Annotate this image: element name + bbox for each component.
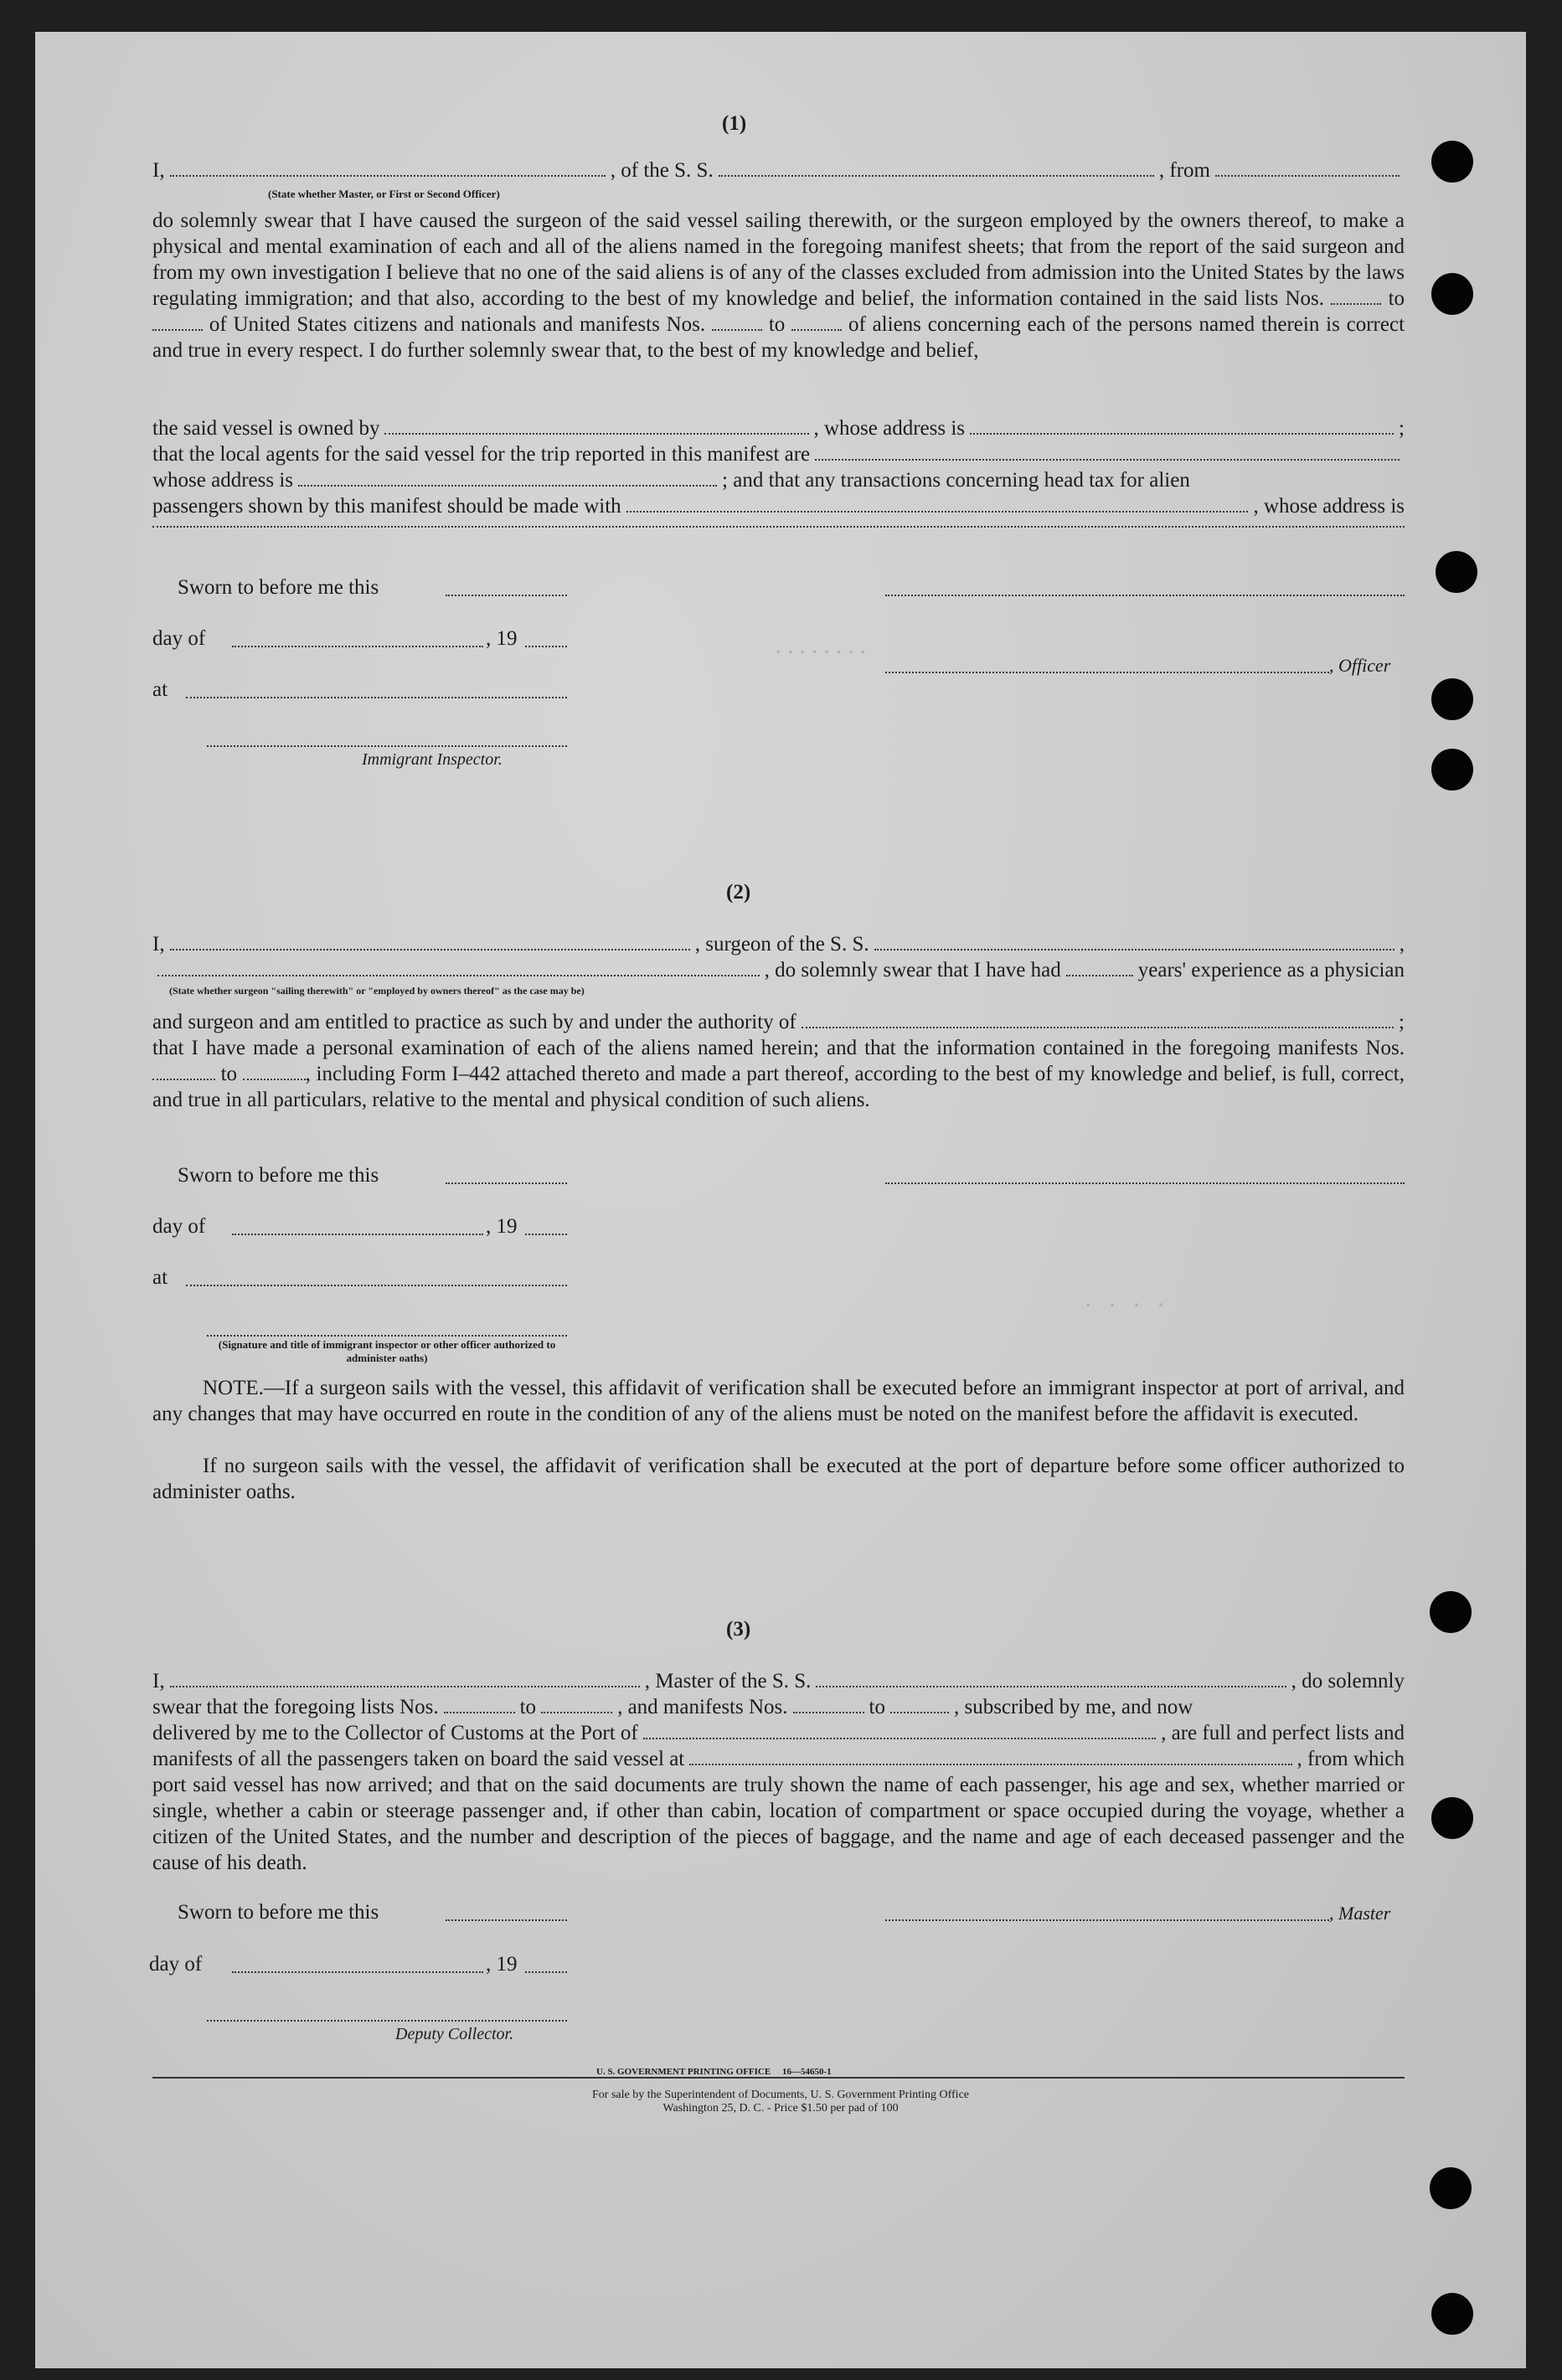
binder-hole [1431, 141, 1473, 183]
sworn-label: Sworn to before me this [178, 576, 379, 599]
month-field[interactable] [232, 1234, 483, 1235]
sworn-label: Sworn to before me this [178, 1901, 379, 1924]
manifests-to-field[interactable] [791, 312, 842, 331]
surgeon-line [152, 931, 1405, 957]
note-2: If no surgeon sails with the vessel, the affidavit of verification shall be executed at the port of departure before some officer authorized to administer oaths. [152, 1455, 1405, 1503]
taken-on-board-line [152, 1746, 1405, 1772]
section-2-body [152, 1035, 1405, 1113]
manifests-to-field[interactable] [890, 1695, 949, 1713]
practice-label: and surgeon and am entitled to practice as such by and under the authority of [152, 1011, 796, 1033]
sworn-date-field[interactable] [446, 595, 567, 596]
section-1-oath-line [152, 157, 1405, 183]
manifests-from-field[interactable] [152, 1062, 215, 1080]
owner-address-field[interactable] [970, 416, 1394, 435]
officer-name-field[interactable] [170, 158, 606, 177]
owned-by-line [152, 415, 1405, 441]
inspector-signature-line[interactable] [207, 745, 567, 747]
practice-line [152, 1009, 1405, 1035]
section-1-body [152, 208, 1405, 363]
inspector-signature-line[interactable] [207, 1335, 567, 1337]
signature-caption: (Signature and title of immigrant inspector or other officer authorized to administer oaths) [218, 1338, 556, 1364]
binder-hole [1431, 273, 1473, 315]
section-2-number: (2) [726, 881, 751, 904]
vessel-name-field[interactable] [719, 158, 1154, 177]
binder-hole [1431, 678, 1473, 720]
to-label: to [869, 1696, 885, 1718]
agents-address-field[interactable] [298, 468, 717, 487]
lists-from-field[interactable] [1331, 286, 1381, 305]
local-agents-field[interactable] [815, 442, 1400, 461]
delivered-line [152, 1720, 1405, 1746]
gpo-imprint: U. S. GOVERNMENT PRINTING OFFICE 16—54650-1 [596, 2067, 832, 2077]
i-label: I, [152, 159, 165, 182]
head-tax-label: ; and that any transactions concerning head tax for alien [722, 469, 1190, 492]
citizens-manifests-label: of United States citizens and nationals and manifests Nos. [209, 313, 706, 336]
do-solemnly-label: , do solemnly [1291, 1670, 1405, 1692]
year-label: , 19 [486, 1953, 518, 1976]
from-which-label: , from which [1297, 1748, 1405, 1770]
passengers-line [152, 493, 1405, 519]
embark-port-field[interactable] [689, 1747, 1291, 1765]
lists-to-field[interactable] [152, 312, 203, 331]
day-of-label: day of [152, 1215, 206, 1238]
port-field[interactable] [643, 1721, 1156, 1739]
immigrant-inspector-label: Immigrant Inspector. [362, 750, 503, 769]
sale-notice-line-2: Washington 25, D. C. - Price $1.50 per pad of 100 [662, 2102, 899, 2115]
master-of-label: , Master of the S. S. [644, 1670, 812, 1692]
authority-field[interactable] [802, 1010, 1394, 1028]
aliens-label: of aliens concerning each of the persons named [848, 313, 1255, 336]
section-3-body: port said vessel has now arrived; and that on the said documents are truly shown the name of each passenger, his age and sex, whether married or single, whether a cabin or steerage passenger and, if other than cabin, location of compartment or space occupied during the voyage, whether a citizen of the United States, and the number and description of the pieces of baggage, and the name and age of each deceased passenger and the cause of his death. [152, 1774, 1405, 1874]
year-label: , 19 [486, 1215, 518, 1238]
day-of-label: day of [152, 627, 206, 650]
section-2-body-c: the best of my knowledge and belief, is full, correct, and true in all particulars, relative to the mental and physical condition of such aliens. [152, 1063, 1405, 1111]
foregoing-manifests-label: foregoing manifests Nos. [1188, 1037, 1405, 1059]
master-line [152, 1668, 1405, 1694]
binder-hole [1436, 551, 1477, 593]
owned-by-label: the said vessel is owned by [152, 417, 380, 440]
owner-field[interactable] [384, 416, 808, 435]
deputy-collector-label: Deputy Collector. [395, 2025, 514, 2043]
head-tax-contact-field[interactable] [626, 494, 1249, 513]
lists-to-field[interactable] [541, 1695, 612, 1713]
manifests-from-field[interactable] [712, 312, 762, 331]
master-vessel-field[interactable] [816, 1669, 1286, 1687]
surgeon-signature-line[interactable] [885, 1182, 1405, 1184]
whose-address-label: , whose address is [1253, 495, 1405, 518]
officer-signature-line-1[interactable] [885, 595, 1405, 596]
experience-line [152, 957, 1405, 983]
collector-signature-line[interactable] [207, 2020, 567, 2022]
master-name-field[interactable] [170, 1669, 640, 1687]
footer-rule [152, 2077, 1405, 2079]
binder-hole [1431, 1797, 1473, 1839]
at-place-field[interactable] [186, 697, 567, 698]
section-2-body-b: , including Form I–442 attached thereto and made a part thereof, according to [305, 1063, 960, 1085]
i-label: I, [152, 1670, 165, 1692]
note-1: NOTE.—If a surgeon sails with the vessel, this affidavit of verification shall be executed before an immigrant inspector at port of arrival, and any changes that may have occurred en route in the condition of any of the aliens must be noted on the manifest before the affidavit is executed. [152, 1377, 1405, 1425]
bleed-through-text: ........ [772, 635, 869, 658]
passengers-shown-label: passengers shown by this manifest should be made with [152, 495, 621, 518]
section-1-number: (1) [722, 112, 747, 135]
to-label: to [220, 1063, 238, 1085]
officer-signature-line-2[interactable] [885, 672, 1329, 673]
i-label: I, [152, 933, 165, 956]
binder-hole [1431, 749, 1473, 791]
month-field[interactable] [232, 1971, 483, 1973]
master-signature-line[interactable] [885, 1919, 1329, 1921]
whose-address-label: , whose address is [813, 417, 966, 440]
manifest-sheet [35, 32, 1526, 2368]
section-3-number: (3) [726, 1618, 751, 1641]
year-field[interactable] [525, 1971, 567, 1973]
semicolon: ; [1399, 417, 1405, 440]
whose-address-label: whose address is [152, 469, 294, 492]
therein-text: therein is correct and true in every respect. I do further solemnly swear that, to the best of my knowledge and belief, [152, 313, 1405, 362]
lists-from-field[interactable] [444, 1695, 515, 1713]
officer-label: , Officer [1329, 655, 1391, 676]
year-field[interactable] [525, 1234, 567, 1235]
from-port-field[interactable] [1215, 158, 1400, 177]
manifests-to-field[interactable] [243, 1062, 306, 1080]
bleed-through-text: . . . . [1082, 1288, 1168, 1311]
to-label: to [768, 313, 786, 336]
sworn-date-field[interactable] [446, 1919, 567, 1921]
day-of-label: day of [149, 1953, 203, 1976]
binder-hole [1430, 2167, 1472, 2209]
surgeon-status-field[interactable] [157, 958, 760, 976]
of-ss-label: , of the S. S. [610, 159, 714, 182]
to-label: to [1388, 287, 1405, 310]
years-experience-label: years' experience as a physician [1137, 959, 1405, 981]
section-1-body-text: do solemnly swear that I have caused the surgeon of the said vessel sailing therewith, or the surgeon employed by the owners thereof, to make a physical and mental examination of each and all of the aliens named in the foregoing manifest sheets; that from the report of the said surgeon and from my own investigation I believe that no one of the said aliens is of any of the classes excluded from admission into the United States by the laws regulating immigration; and that also, according to the best of my knowledge and belief, the information contained in the said lists Nos. [152, 209, 1405, 310]
surgeon-caption: (State whether surgeon "sailing therewith" or "employed by owners thereof" as the case may be) [169, 985, 585, 997]
address-continuation-line[interactable] [152, 526, 1405, 528]
binder-hole [1431, 2293, 1473, 2335]
comma: , [1399, 933, 1405, 956]
at-label: at [152, 1266, 168, 1289]
surgeon-name-field[interactable] [170, 932, 690, 950]
local-agents-line [152, 441, 1405, 467]
semicolon: ; [1399, 1011, 1405, 1033]
manifests-all-label: manifests of all the passengers taken on board the said vessel at [152, 1748, 685, 1770]
years-field[interactable] [1066, 958, 1133, 976]
to-label: to [519, 1696, 537, 1718]
at-place-field[interactable] [186, 1285, 567, 1286]
at-label: at [152, 678, 168, 701]
swear-lists-label: swear that the foregoing lists Nos. [152, 1696, 439, 1718]
lists-line [152, 1694, 1405, 1720]
subscribed-label: , subscribed by me, and now [953, 1696, 1193, 1718]
master-label: , Master [1329, 1903, 1391, 1924]
binder-hole [1430, 1591, 1472, 1633]
from-label: , from [1158, 159, 1210, 182]
do-swear-label: , do solemnly swear that I have had [764, 959, 1061, 981]
section-2-body-a: that I have made a personal examination of each of the aliens named herein; and that the information contained in the [152, 1037, 1182, 1059]
sworn-label: Sworn to before me this [178, 1164, 379, 1187]
sale-notice-line-1: For sale by the Superintendent of Documents, U. S. Government Printing Office [592, 2089, 969, 2101]
year-label: , 19 [486, 627, 518, 650]
officer-caption: (State whether Master, or First or Second Officer) [268, 188, 500, 200]
local-agents-label: that the local agents for the said vessel for the trip reported in this manifest are [152, 443, 811, 466]
manifests-from-field[interactable] [793, 1695, 864, 1713]
delivered-label: delivered by me to the Collector of Customs at the Port of [152, 1722, 638, 1744]
month-field[interactable] [232, 646, 483, 647]
surgeon-of-label: , surgeon of the S. S. [694, 933, 869, 956]
surgeon-vessel-field[interactable] [874, 932, 1394, 950]
year-field[interactable] [525, 646, 567, 647]
sworn-date-field[interactable] [446, 1182, 567, 1184]
full-perfect-label: , are full and perfect lists and [1161, 1722, 1405, 1744]
agents-address-line [152, 467, 1405, 493]
and-manifests-label: , and manifests Nos. [617, 1696, 788, 1718]
